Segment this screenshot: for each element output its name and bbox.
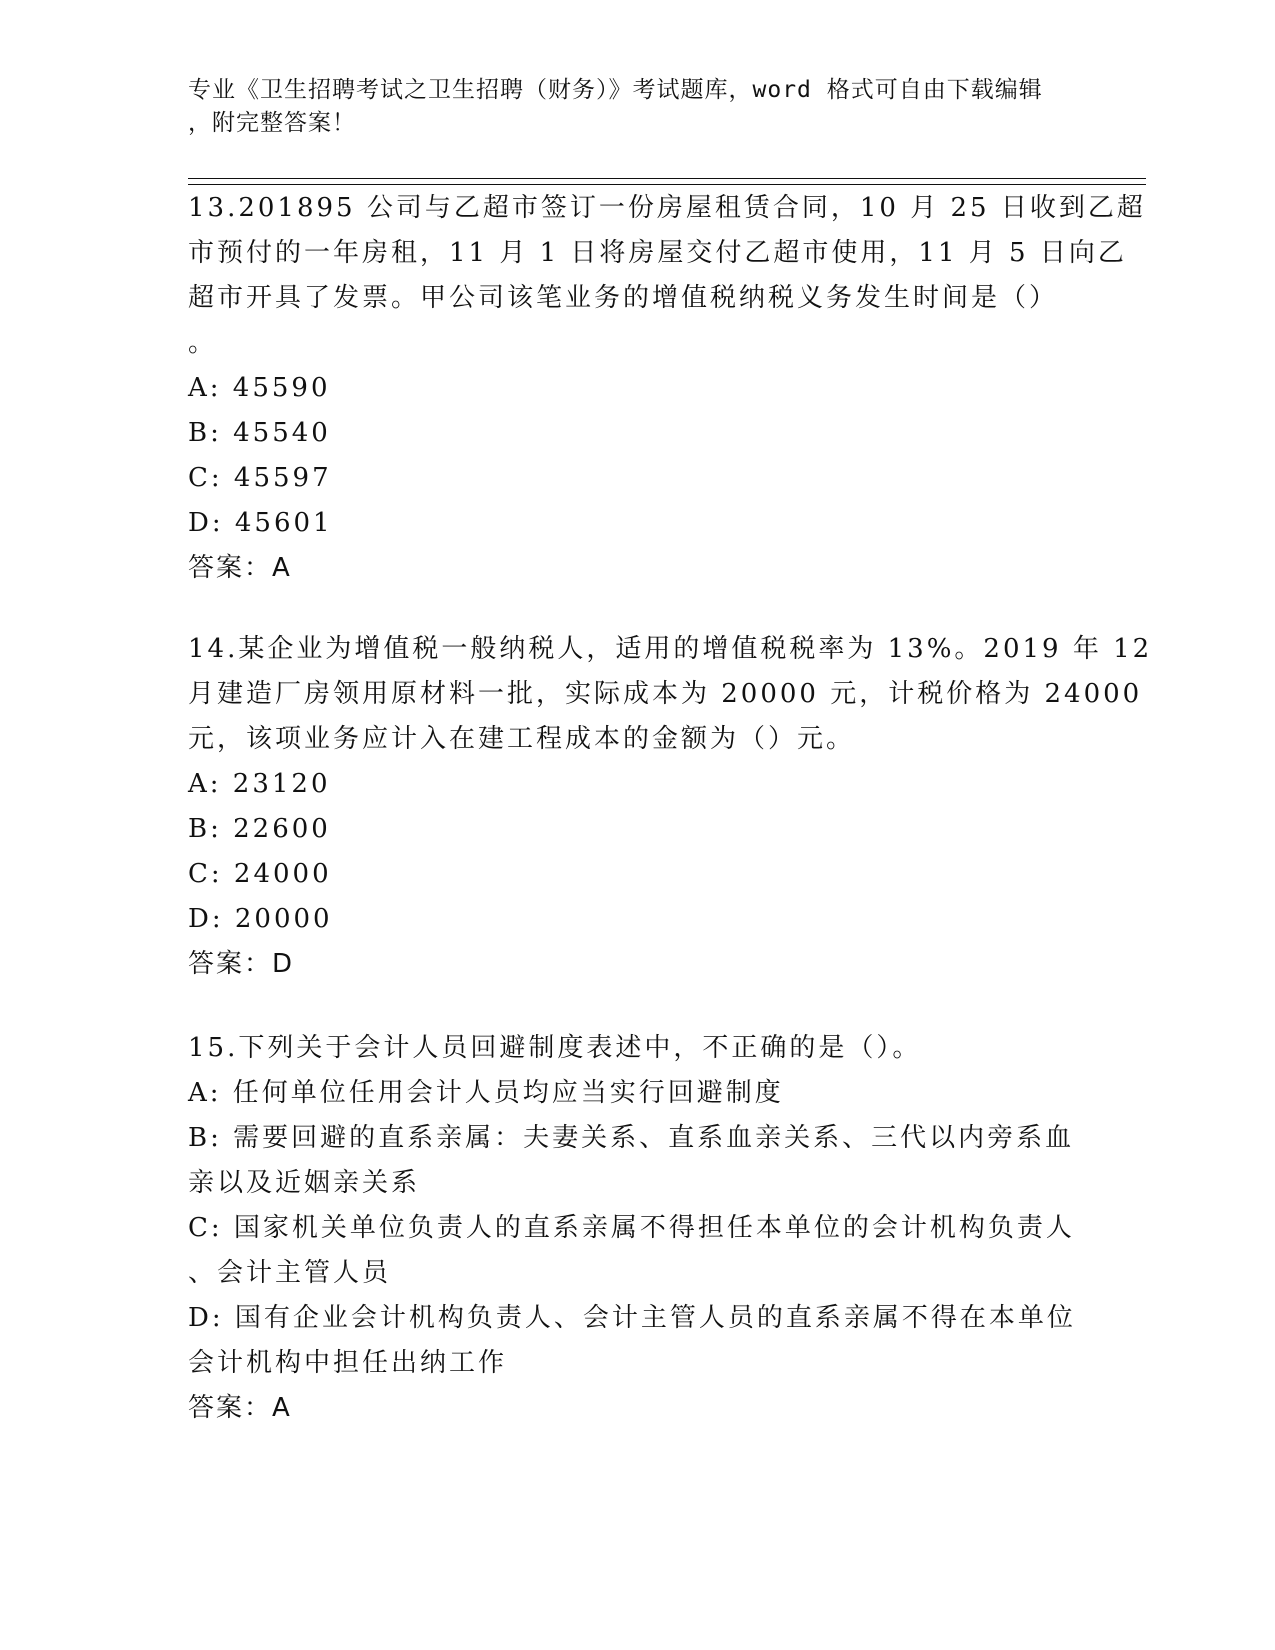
option-c: C: 24000 [188,859,332,889]
header-rule-top [188,178,1146,179]
option-a: A: 45590 [188,373,331,403]
question-13 [188,186,1146,591]
question-14 [188,627,1153,987]
question-text-line: 15.下列关于会计人员回避制度表述中，不正确的是（）。 [188,1033,922,1063]
answer: 答案：D [188,949,295,979]
option-d: D: 45601 [188,508,333,538]
header-line-2: ，附完整答案！ [188,110,356,136]
question-text-line: 市预付的一年房租，11 月 1 日将房屋交付乙超市使用，11 月 5 日向乙 [188,238,1127,268]
question-text-line: 13.201895 公司与乙超市签订一份房屋租赁合同，10 月 25 日收到乙超 [188,193,1146,223]
option-c-continued: 、会计主管人员 [188,1258,392,1288]
option-a: A: 任何单位任用会计人员均应当实行回避制度 [188,1078,784,1108]
question-text-line: 元，该项业务应计入在建工程成本的金额为（）元。 [188,724,856,754]
question-text-line: 14.某企业为增值税一般纳税人，适用的增值税税率为 13%。2019 年 12 [188,634,1153,664]
header-line-1: 专业《卫生招聘考试之卫生招聘（财务）》考试题库，word 格式可自由下载编辑 [188,77,1043,103]
question-text-line: 。 [188,328,218,358]
document-header [188,74,1088,140]
option-c: C: 国家机关单位负责人的直系亲属不得担任本单位的会计机构负责人 [188,1213,1075,1243]
option-b-continued: 亲以及近姻亲关系 [188,1168,421,1198]
option-a: A: 23120 [188,769,331,799]
option-b: B: 22600 [188,814,331,844]
answer: 答案：A [188,553,292,583]
option-b: B: 45540 [188,418,331,448]
question-text-line: 月建造厂房领用原材料一批，实际成本为 20000 元，计税价格为 24000 [188,679,1143,709]
header-rule-bottom [188,184,1146,185]
question-15 [188,1026,1088,1431]
option-b: B: 需要回避的直系亲属：夫妻关系、直系血亲关系、三代以内旁系血 [188,1123,1075,1153]
option-d: D: 国有企业会计机构负责人、会计主管人员的直系亲属不得在本单位 [188,1303,1076,1333]
option-d: D: 20000 [188,904,333,934]
option-d-continued: 会计机构中担任出纳工作 [188,1348,508,1378]
question-text-line: 超市开具了发票。甲公司该笔业务的增值税纳税义务发生时间是（） [188,283,1059,313]
option-c: C: 45597 [188,463,332,493]
answer: 答案：A [188,1393,292,1423]
